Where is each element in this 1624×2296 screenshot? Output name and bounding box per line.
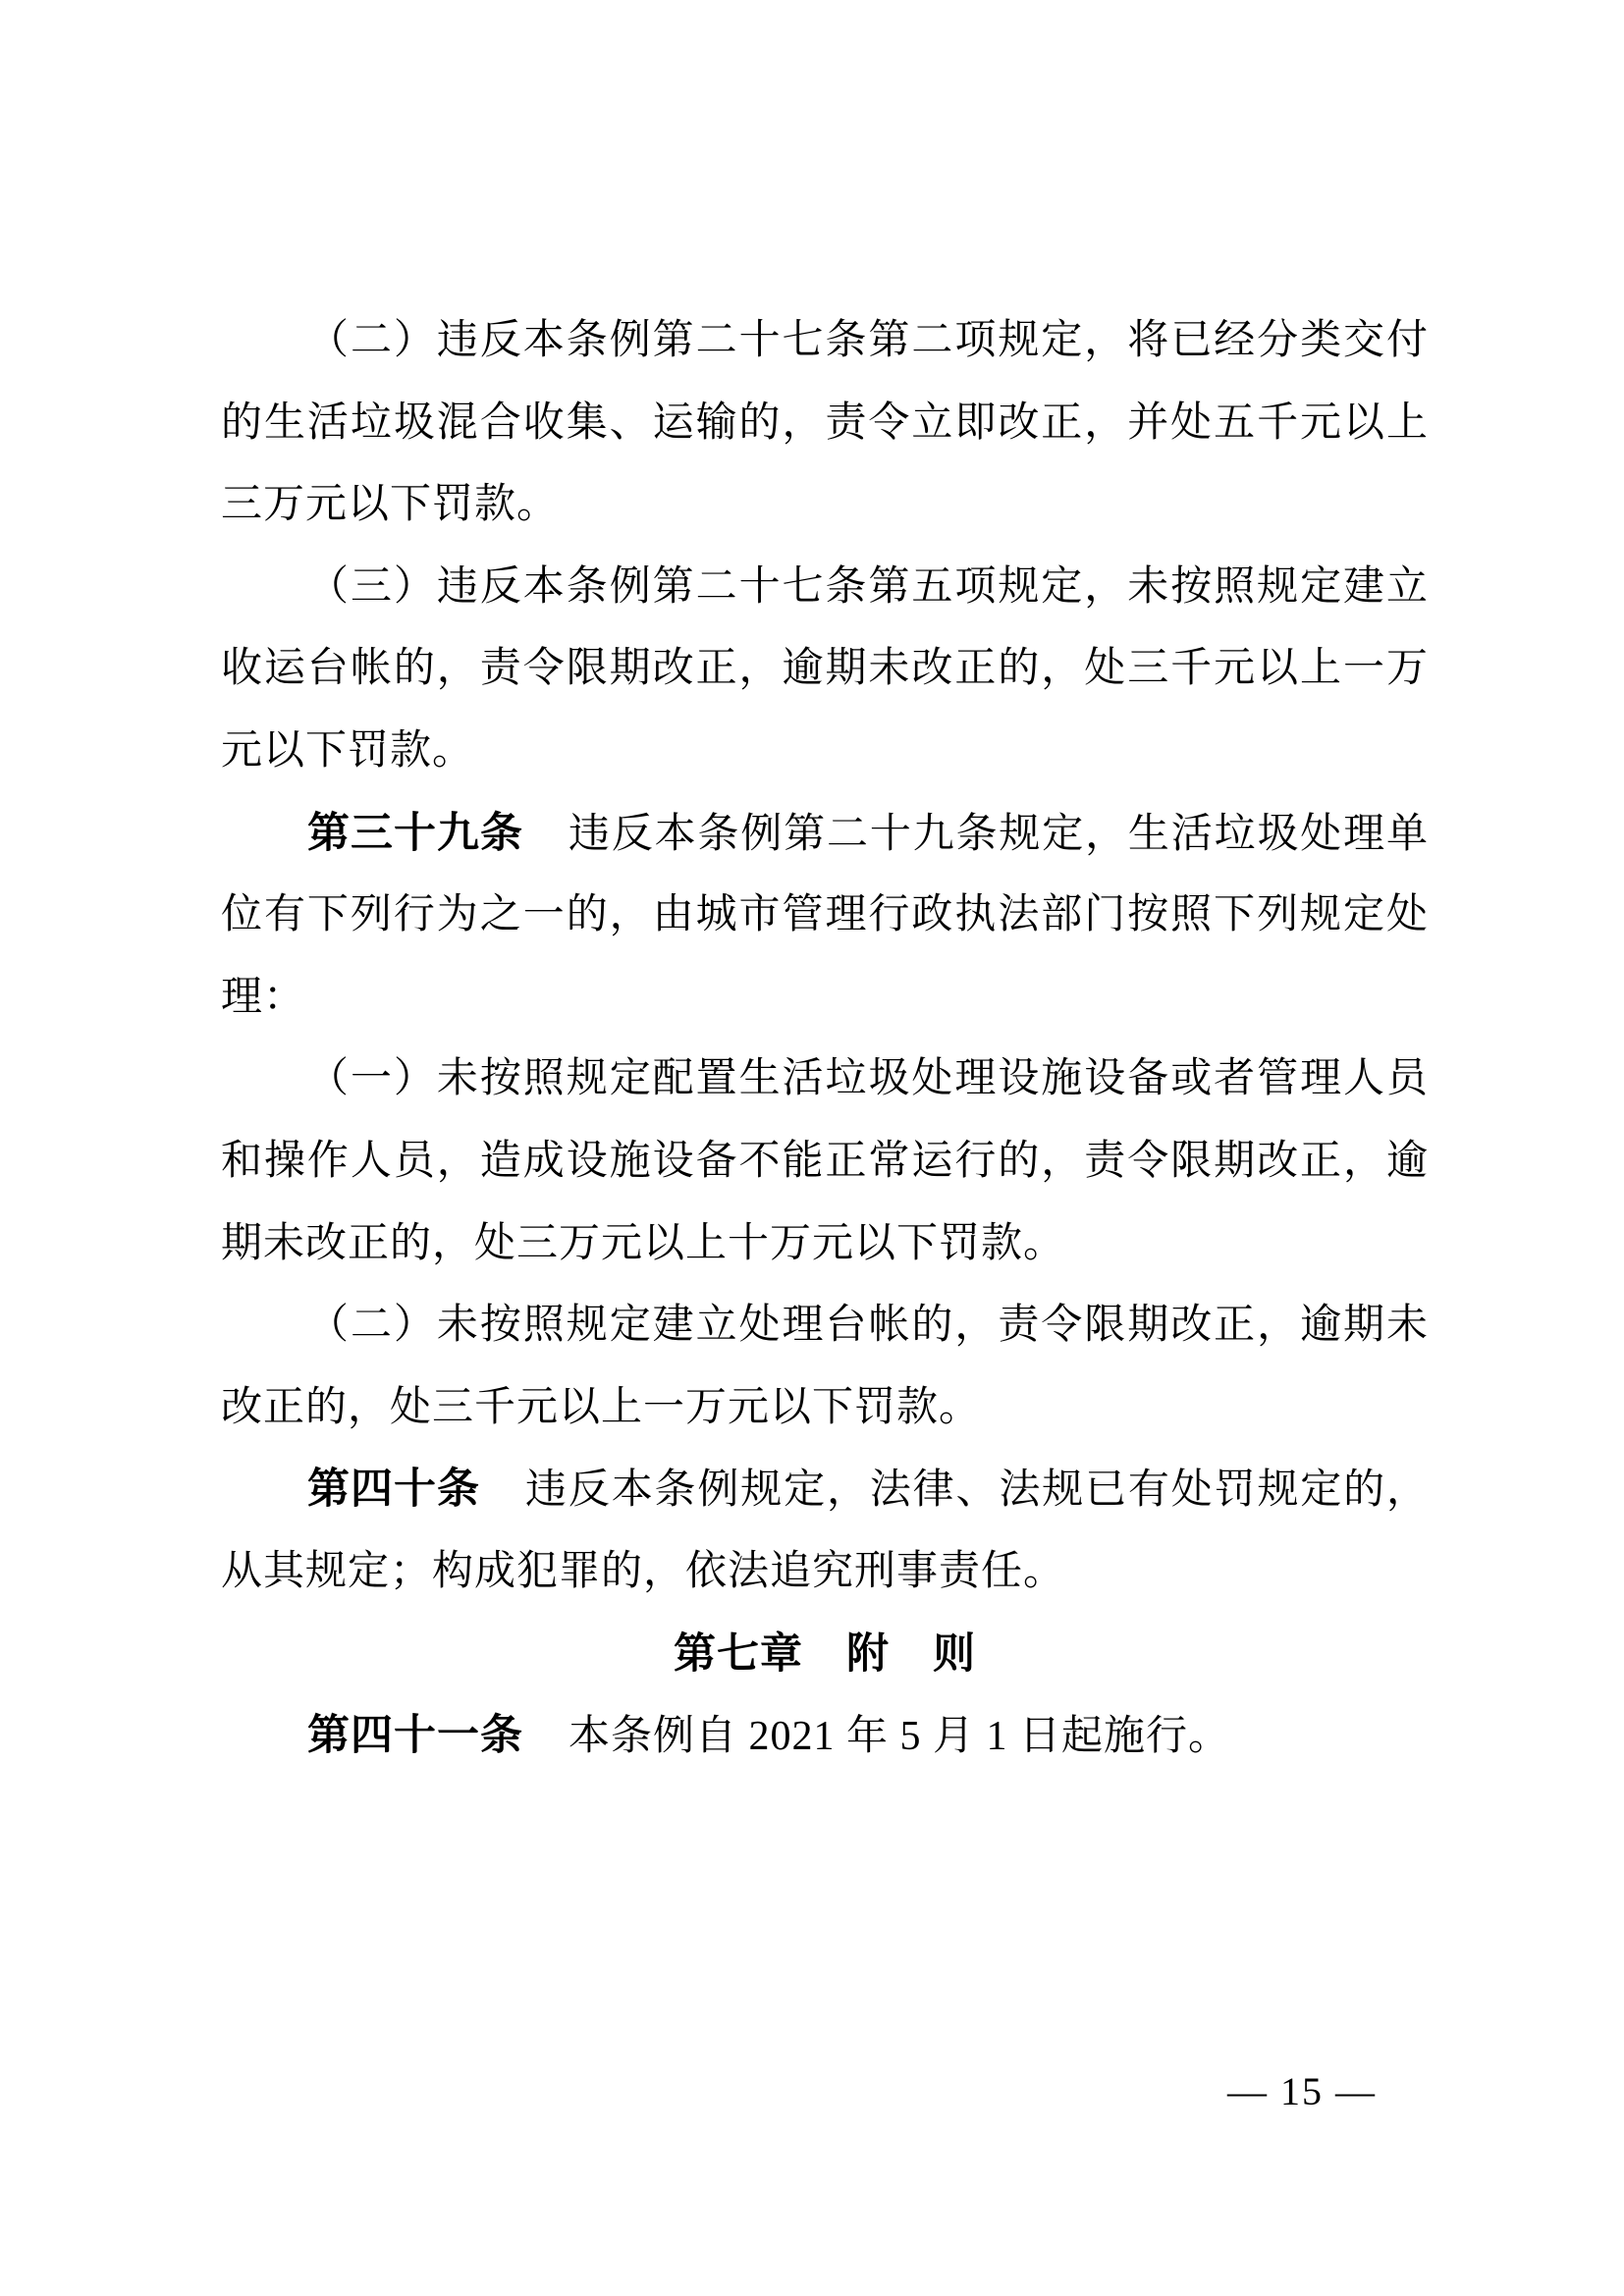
text-line: 位有下列行为之一的，由城市管理行政执法部门按照下列规定处 — [221, 892, 1429, 938]
chapter-title: 第七章 附 则 — [674, 1629, 976, 1678]
text-line: （二）未按照规定建立处理台帐的，责令限期改正，逾期未 — [307, 1303, 1429, 1349]
text-line: （二）违反本条例第二十七条第二项规定，将已经分类交付 — [307, 318, 1429, 363]
page-number: — 15 — — [1227, 2069, 1377, 2113]
text-line: 违反本条例第二十九条规定，生活垃圾处理单 — [568, 811, 1429, 857]
article-heading: 第四十条 — [307, 1466, 480, 1514]
paragraph — [221, 1039, 1429, 1285]
text-line: 期未改正的，处三万元以上十万元以下罚款。 — [221, 1220, 1066, 1266]
article-heading: 第四十一条 — [307, 1712, 523, 1760]
paragraph — [221, 1285, 1429, 1449]
text-line: 理： — [221, 974, 306, 1020]
text-line: （三）违反本条例第二十七条第五项规定，未按照规定建立 — [307, 563, 1429, 610]
text-line: 违反本条例规定，法律、法规已有处罚规定的， — [525, 1468, 1429, 1514]
paragraph — [221, 300, 1429, 547]
text-line: 改正的，处三千元以上一万元以下罚款。 — [221, 1384, 982, 1430]
paragraph — [221, 547, 1429, 793]
text-line: 和操作人员，造成设施设备不能正常运行的，责令限期改正，逾 — [221, 1138, 1429, 1184]
text-line: 三万元以下罚款。 — [221, 482, 560, 528]
text-line: 从其规定；构成犯罪的，依法追究刑事责任。 — [221, 1548, 1066, 1594]
article-heading: 第三十九条 — [307, 809, 523, 857]
text-line: （一）未按照规定配置生活垃圾处理设施设备或者管理人员 — [307, 1056, 1429, 1102]
text-line: 本条例自 2021 年 5 月 1 日起施行。 — [568, 1714, 1231, 1760]
text-line: 收运台帐的，责令限期改正，逾期未改正的，处三千元以上一万 — [221, 646, 1429, 692]
article-first-line — [221, 793, 1429, 876]
article-paragraph — [221, 793, 1429, 1040]
article-first-line — [221, 1449, 1429, 1531]
article-paragraph — [221, 1449, 1429, 1613]
text-line: 的生活垃圾混合收集、运输的，责令立即改正，并处五千元以上 — [221, 400, 1429, 446]
page-body — [221, 300, 1429, 1778]
text-line: 元以下罚款。 — [221, 727, 475, 774]
article-first-line — [221, 1695, 1429, 1778]
